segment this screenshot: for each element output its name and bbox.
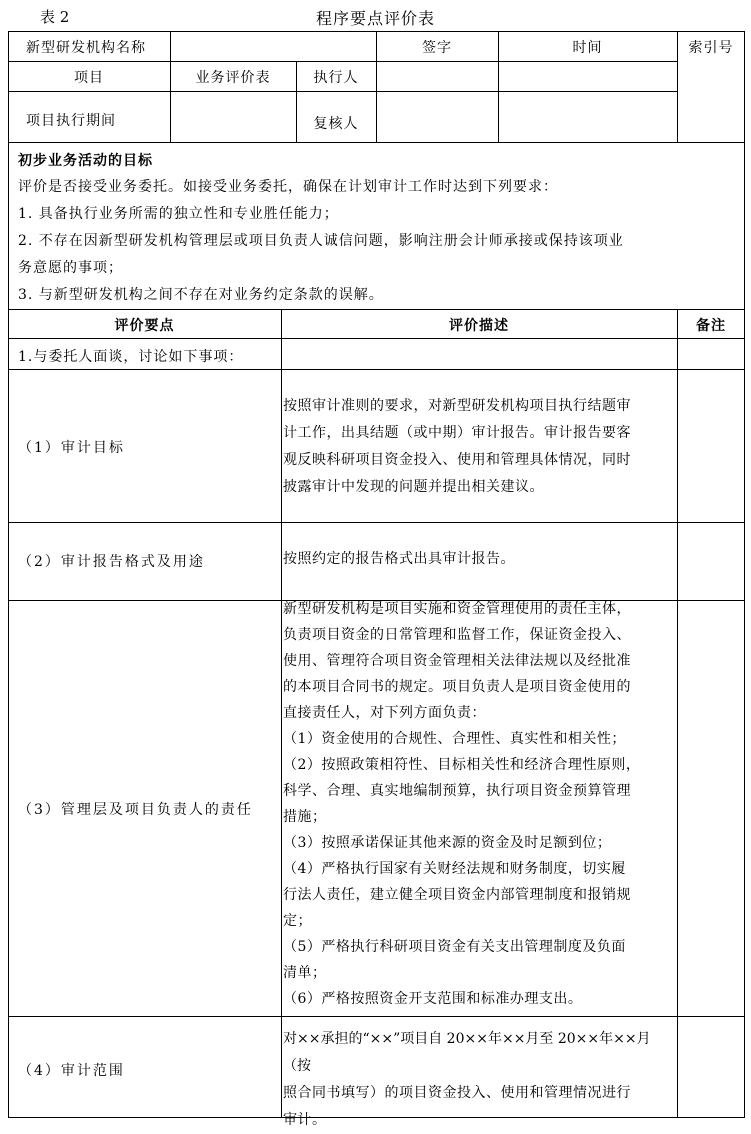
executor-label: 执行人 — [313, 70, 359, 86]
reviewer-label: 复核人 — [313, 116, 359, 132]
period-label: 项目执行期间 — [26, 113, 116, 129]
row-point: （4）审计范围 — [18, 1063, 125, 1079]
row-point: （1）审计目标 — [18, 440, 125, 456]
row-point: （3）管理层及项目负责人的责任 — [18, 802, 253, 818]
row-desc: 新型研发机构是项目实施和资金管理使用的责任主体， 负责项目资金的日常管理和监督工作，保证资金投入、 使用、管理符合项目资金管理相关法律法规以及经批准 的本项目合同书的规定。项目负责人是项目资金使用的 直接责任人，对下列方面负责： （1）资金使用的合规性、合理性、真实性和相关性； （2）按照政策相符性、目标相关性和经济合理性原则， 科学、合理、真实地编制预算，执行项目资金预算管理 措施； （3）按照承诺保证其他来源的资金及时足额到位； （4）严格执行国家有关财经法规和财务制度，切实履 行法人责任，建立健全项目资金内部管理制度和报销规 定； （5）严格执行科研项目资金有关支出管理制度及负面 清单； （6）严格按照资金开支范围和标准办理支出。 — [283, 601, 641, 1007]
objective-text — [18, 174, 743, 309]
page-title: 程序要点评价表 — [315, 9, 435, 28]
objective-line: 评价是否接受业务委托。如接受业务委托，确保在计划审计工作时达到下列要求： — [18, 179, 558, 195]
index-label: 索引号 — [688, 40, 734, 56]
row-point: （2）审计报告格式及用途 — [18, 554, 205, 570]
row-desc: 按照审计准则的要求，对新型研发机构项目执行结题审 计工作，出具结题（或中期）审计报告。审计报告要客 观反映科研项目资金投入、使用和管理具体情况，同时 披露审计中发现的问题并提出相关建议。 — [283, 398, 631, 495]
eval-table-label: 业务评价表 — [195, 70, 271, 86]
objective-line: 务意愿的事项； — [18, 260, 123, 276]
project-label: 项目 — [74, 70, 104, 86]
org-name-label: 新型研发机构名称 — [26, 40, 146, 56]
row-desc: 按照约定的报告格式出具审计报告。 — [283, 551, 515, 567]
table-number: 表 2 — [40, 8, 70, 26]
objective-line: 1. 具备执行业务所需的独立性和专业胜任能力； — [18, 206, 339, 222]
time-label: 时间 — [572, 40, 603, 56]
sign-label: 签字 — [422, 40, 452, 56]
objective-line: 3. 与新型研发机构之间不存在对业务约定条款的误解。 — [18, 287, 384, 303]
objective-line: 2. 不存在因新型研发机构管理层或项目负责人诚信问题，影响注册会计师承接或保持该项业 — [18, 233, 624, 249]
col-header-notes: 备注 — [696, 318, 726, 334]
row-point: 1.与委托人面谈，讨论如下事项： — [18, 349, 244, 365]
col-header-points: 评价要点 — [114, 318, 175, 334]
objective-heading: 初步业务活动的目标 — [18, 153, 153, 169]
row-desc: 对××承担的“××”项目自 20××年××月至 20××年××月（按 照合同书填写）的项目资金投入、使用和管理情况进行 审计。 — [283, 1031, 651, 1128]
col-header-desc: 评价描述 — [449, 318, 509, 334]
